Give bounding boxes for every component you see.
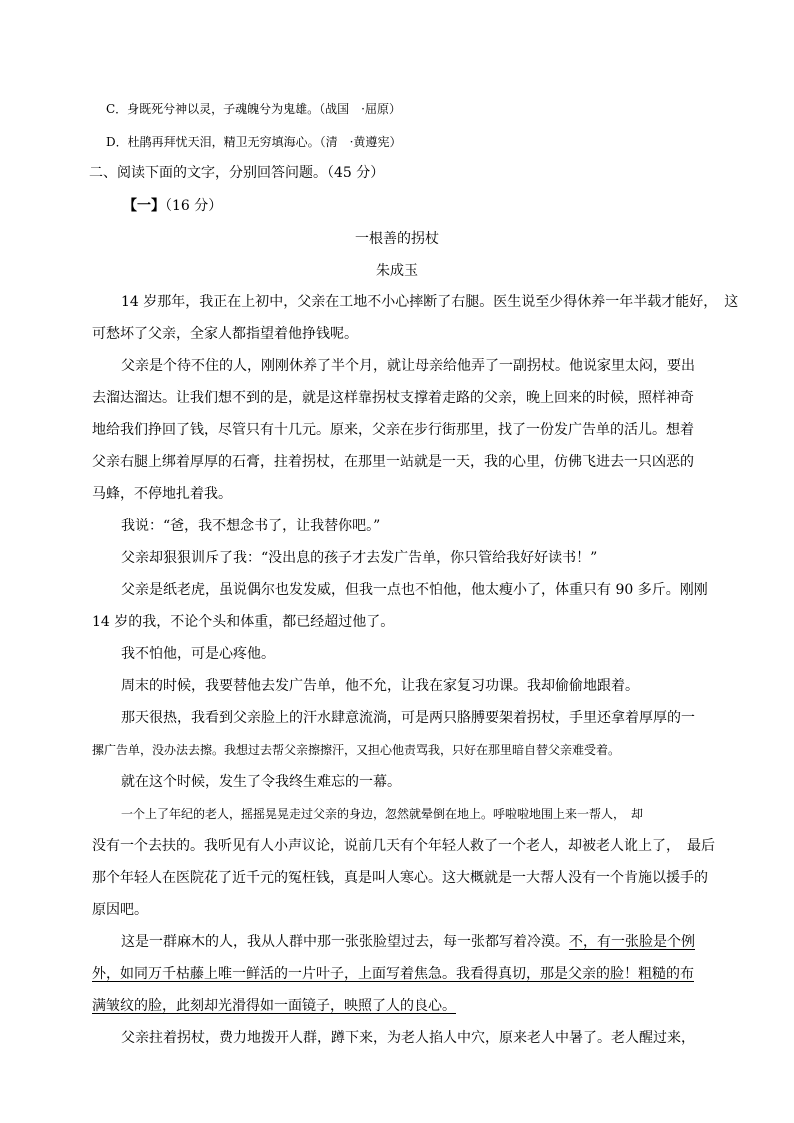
paragraph-line: 马蜂，不停地扎着我。: [92, 486, 232, 502]
paragraph-line: 可愁坏了父亲，全家人都指望着他挣钱呢。: [92, 326, 358, 342]
article-title: 一根善的拐杖: [355, 231, 439, 247]
paragraph-line: 14 岁的我，不论个头和体重，都已经超过他了。: [92, 614, 395, 630]
part-score: （16 分）: [165, 198, 223, 214]
underlined-line: 满皱纹的脸，此刻却光滑得如一面镜子，映照了人的良心。: [92, 998, 456, 1014]
part-header: [123, 196, 222, 216]
paragraph-line: 那天很热，我看到父亲脸上的汗水肆意流淌，可是两只胳膊要架着拐杖，手里还拿着厚厚的一: [121, 710, 695, 726]
paragraph-line: 父亲右腿上绑着厚厚的石膏，拄着拐杖，在那里一站就是一天，我的心里，仿佛飞进去一只凶恶的: [92, 454, 694, 470]
underlined-line: 外，如同万千枯藤上唯一鲜活的一片叶子，上面写着焦急。我看得真切，那是父亲的脸！粗糙的布: [92, 966, 694, 982]
section-heading: 二、阅读下面的文字，分别回答问题。（45 分）: [89, 165, 385, 181]
paragraph-line: 我不怕他，可是心疼他。: [121, 646, 275, 662]
article-author: 朱成玉: [376, 263, 418, 279]
paragraph-line: 14 岁那年，我正在上初中，父亲在工地不小心摔断了右腿。医生说至少得休养一年半载才能好， 这: [121, 294, 739, 310]
paragraph-line: 父亲拄着拐杖，费力地拨开人群，蹲下来，为老人掐人中穴，原来老人中暑了。老人醒过来，: [121, 1030, 695, 1046]
paragraph-line: 地给我们挣回了钱，尽管只有十几元。原来，父亲在步行街那里，找了一份发广告单的活儿。想着: [92, 422, 694, 438]
paragraph-line: 摞广告单，没办法去擦。我想过去帮父亲擦擦汗，又担心他责骂我，只好在那里暗自替父亲难受着。: [92, 743, 621, 757]
paragraph-line: 那个年轻人在医院花了近千元的冤枉钱，真是叫人寒心。这大概就是一大帮人没有一个肯施以援手的: [92, 870, 708, 886]
paragraph-text: 这是一群麻木的人，我从人群中那一张张脸望过去，每一张都写着冷漠。: [121, 934, 569, 950]
paragraph-line: 没有一个去扶的。我听见有人小声议论，说前几天有个年轻人救了一个老人，却被老人讹上了， 最后: [92, 838, 715, 854]
paragraph-line: 父亲是纸老虎，虽说偶尔也发发威，但我一点也不怕他，他太瘦小了，体重只有 90 多斤。刚刚: [121, 582, 708, 598]
paragraph-line: [121, 932, 695, 952]
paragraph-line: 去溜达溜达。让我们想不到的是，就是这样靠拐杖支撑着走路的父亲，晚上回来的时候，照样神奇: [92, 390, 694, 406]
option-d: D．杜鹃再拜忧天泪，精卫无穷填海心。（清 ·黄遵宪）: [106, 135, 402, 149]
paragraph-line: 周末的时候，我要替他去发广告单，他不允，让我在家复习功课。我却偷偷地跟着。: [121, 678, 639, 694]
paragraph-line: 父亲是个待不住的人，刚刚休养了半个月，就让母亲给他弄了一副拐杖。他说家里太闷，要出: [121, 358, 695, 374]
part-label: 【一】: [123, 198, 165, 214]
underlined-text: 不，有一张脸是个例: [569, 934, 695, 950]
paragraph-line: 就在这个时候，发生了令我终生难忘的一幕。: [121, 774, 401, 790]
paragraph-line: 原因吧。: [92, 902, 148, 918]
option-c: C．身既死兮神以灵，子魂魄兮为鬼雄。（战国 ·屈原）: [106, 102, 401, 116]
paragraph-line: 一个上了年纪的老人，摇摇晃晃走过父亲的身边，忽然就晕倒在地上。呼啦啦地围上来一帮人， 却: [121, 807, 644, 821]
paragraph-line: 我说：“爸，我不想念书了，让我替你吧。”: [121, 518, 381, 534]
paragraph-line: 父亲却狠狠训斥了我：“没出息的孩子才去发广告单，你只管给我好好读书！”: [121, 550, 598, 566]
